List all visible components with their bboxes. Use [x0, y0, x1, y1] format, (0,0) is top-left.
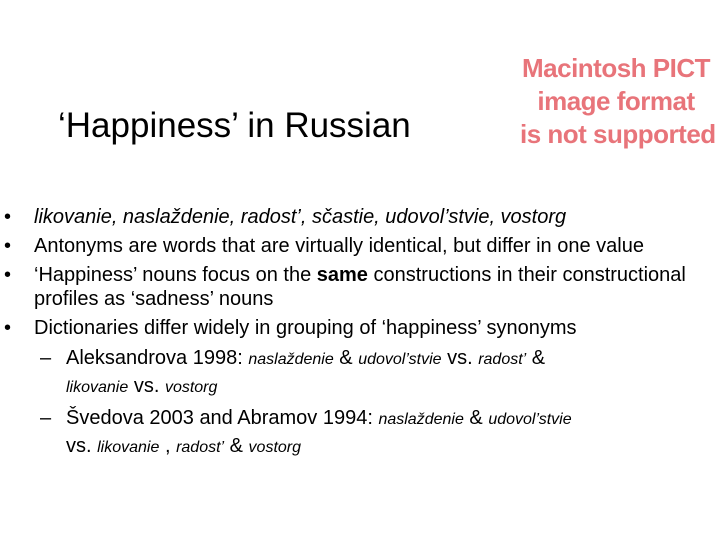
bullet-dot: • [4, 206, 12, 228]
connector: & [333, 347, 359, 369]
placeholder-line-3: is not supported [520, 119, 716, 149]
term: naslaždenie [248, 351, 334, 368]
connector: vs. [441, 347, 479, 369]
term: likovanie [66, 379, 129, 396]
bullet-dot: • [4, 264, 12, 286]
term: udovol’stvie [488, 411, 572, 428]
bullet-dot: • [4, 317, 12, 339]
sub-bullet-dash: – [40, 347, 52, 369]
placeholder-line-1: Macintosh PICT [521, 53, 710, 83]
bullet-text: Dictionaries differ widely in grouping of ‘happiness’ synonyms [34, 317, 577, 339]
term: radost’ [176, 439, 225, 456]
connector: , [159, 435, 177, 457]
unsupported-image-placeholder [520, 52, 716, 156]
term: vostorg [248, 439, 302, 456]
bullet-antonyms [0, 234, 720, 258]
bullet-text: likovanie, naslaždenie, radost’, sčastie, udovol’stvie, vostorg [34, 206, 567, 228]
bullet-text: Antonyms are words that are virtually identical, but differ in one value [34, 235, 644, 257]
bullet-text-bold: same [316, 264, 368, 286]
slide-title: ‘Happiness’ in Russian [58, 106, 411, 145]
bullet-text-after: constructions in their constructional profiles as ‘sadness’ nouns [34, 264, 686, 310]
term: udovol’stvie [358, 351, 442, 368]
connector: vs. [128, 375, 165, 397]
sub-bullet-aleksandrova [0, 345, 720, 401]
bullet-dictionaries [0, 316, 720, 340]
sub-lead: Aleksandrova 1998: [66, 347, 249, 369]
connector: vs. [66, 435, 98, 457]
bullet-dot: • [4, 235, 12, 257]
connector: & [526, 347, 546, 369]
term: radost’ [478, 351, 527, 368]
connector: & [224, 435, 249, 457]
sub-bullet-svedova [0, 405, 720, 461]
term: naslaždenie [378, 411, 464, 428]
term: likovanie [97, 439, 160, 456]
bullet-list [0, 205, 720, 465]
bullet-text-before: ‘Happiness’ nouns focus on the [34, 264, 317, 286]
connector: & [463, 407, 489, 429]
bullet-constructions [0, 263, 720, 311]
term: vostorg [164, 379, 218, 396]
bullet-synonyms [0, 205, 720, 229]
sub-lead: Švedova 2003 and Abramov 1994: [66, 407, 379, 429]
placeholder-line-2: image format [537, 86, 695, 116]
sub-bullet-dash: – [40, 407, 52, 429]
